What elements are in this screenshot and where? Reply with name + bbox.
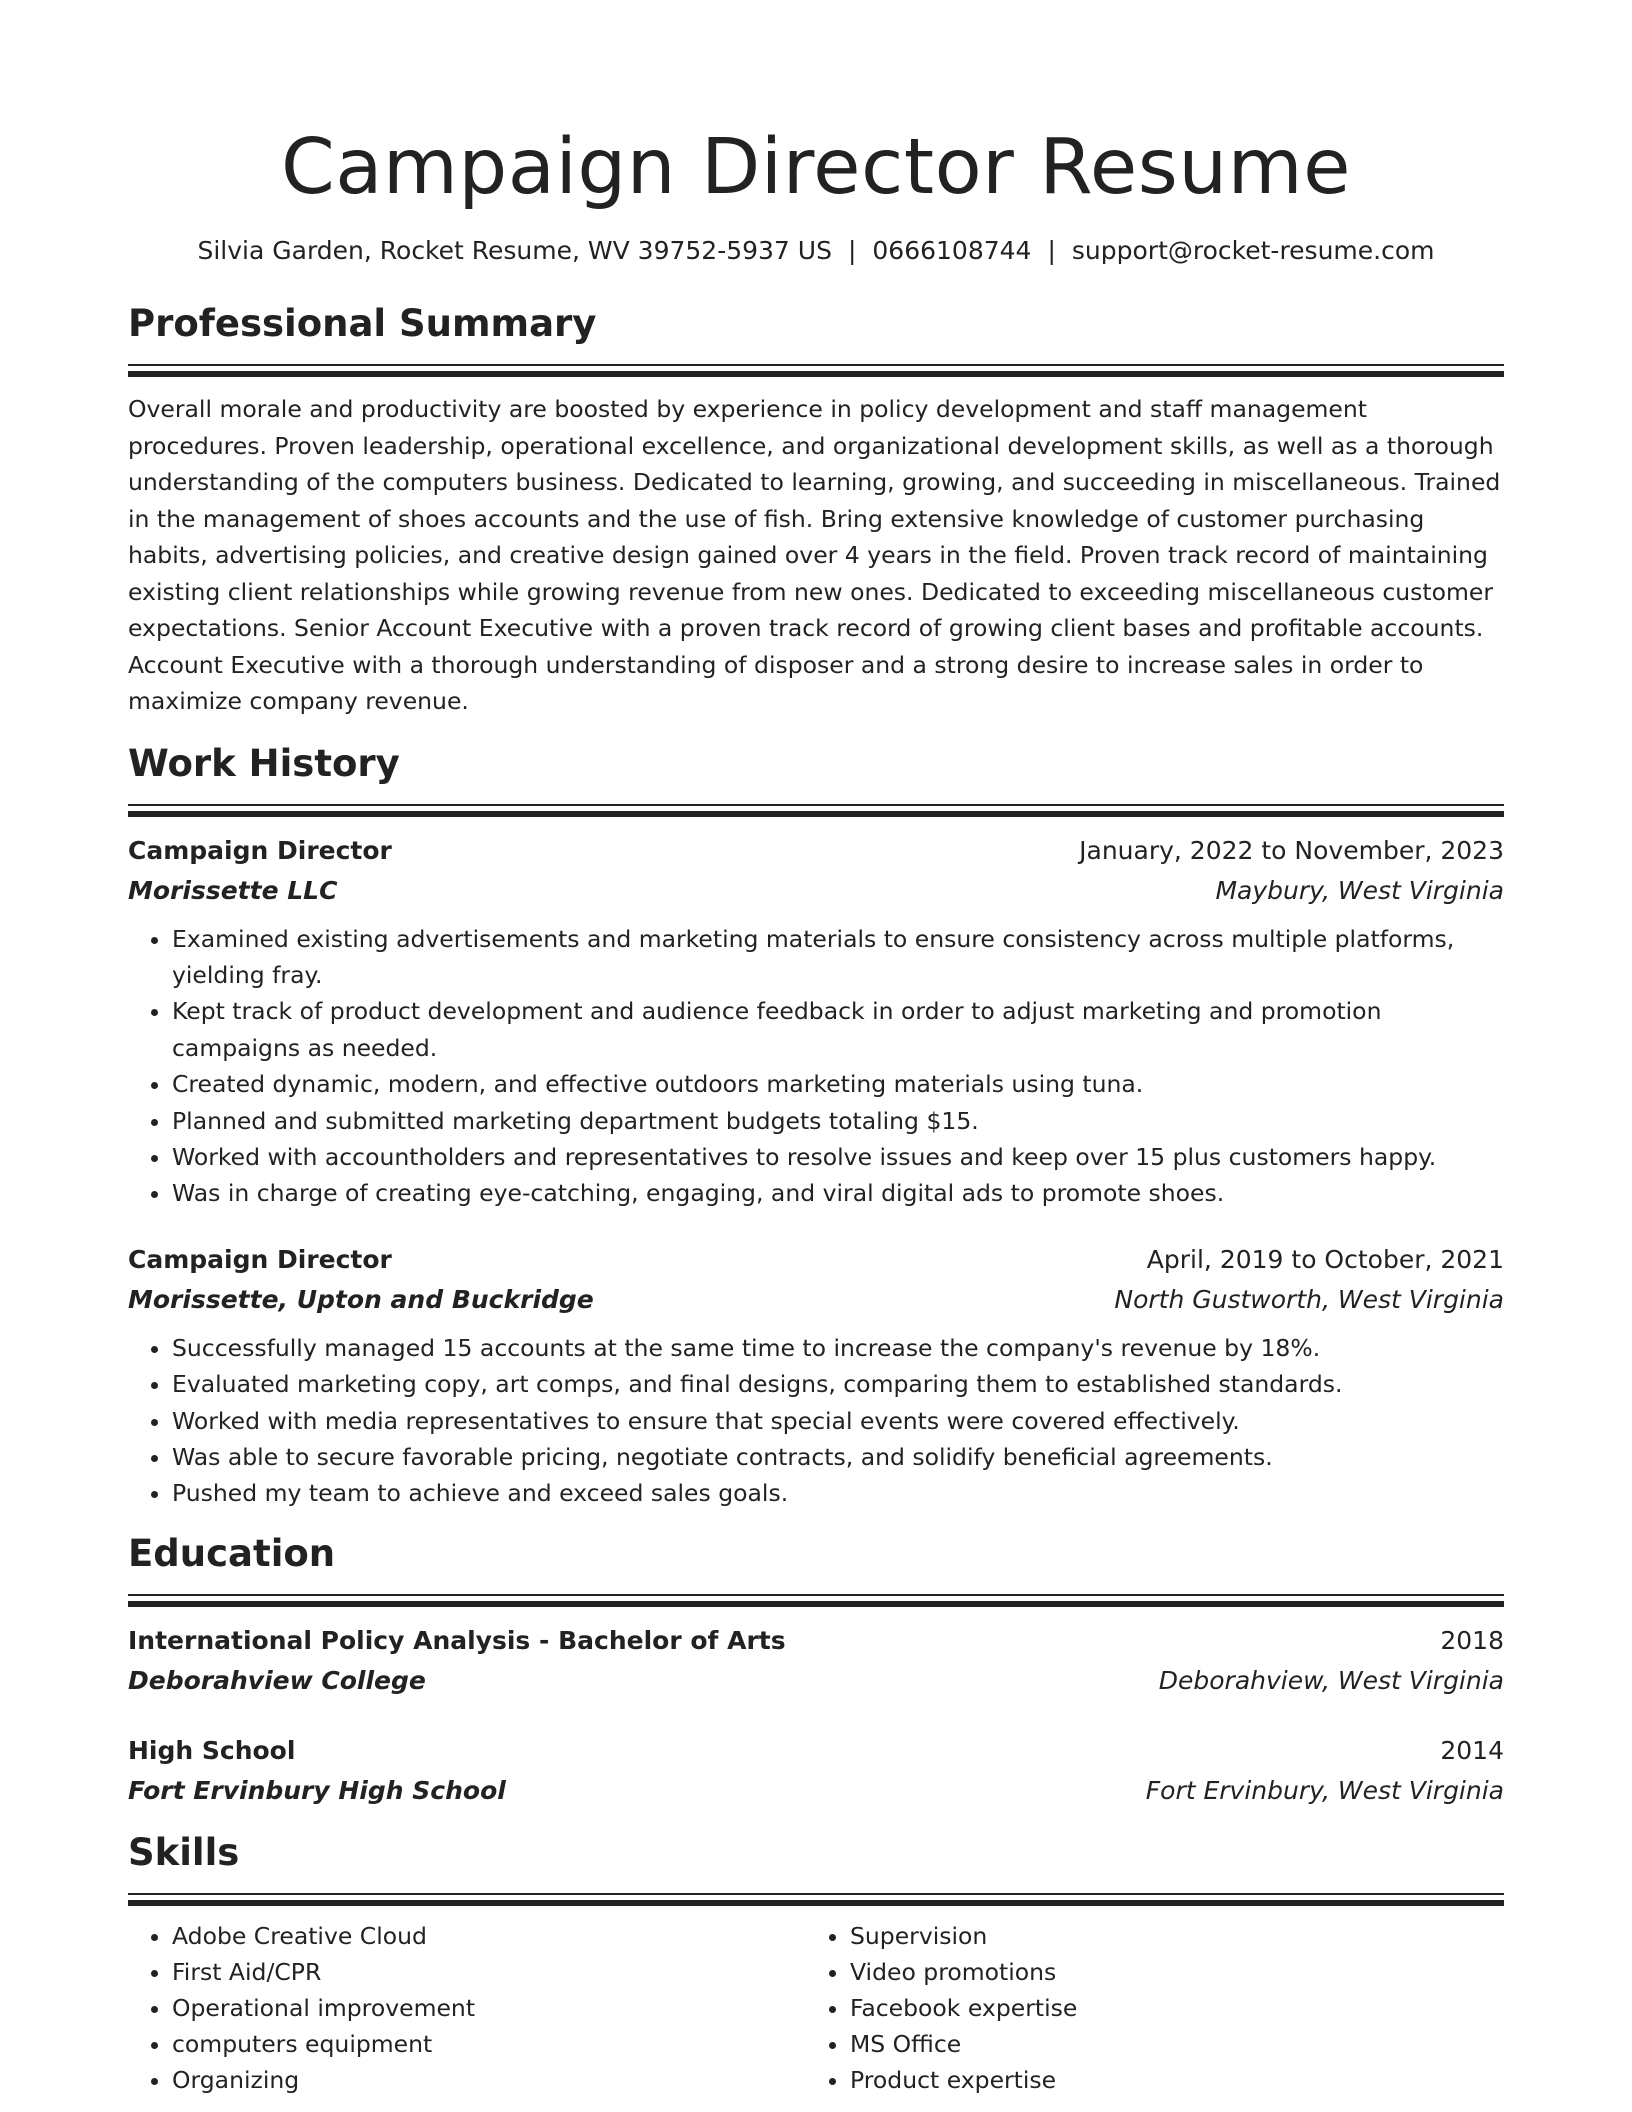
job-location: North Gustworth, West Virginia — [1114, 1284, 1504, 1314]
section-heading-education: Education — [128, 1531, 336, 1575]
skill-item: • Organizing — [172, 2062, 806, 2098]
skill-item: • First Aid/CPR — [172, 1954, 806, 1990]
job-dates: April, 2019 to October, 2021 — [1146, 1244, 1504, 1274]
section-divider-thick — [128, 811, 1504, 817]
section-divider — [128, 364, 1504, 366]
job-bullets — [128, 1330, 1504, 1512]
job-location: Maybury, West Virginia — [1215, 875, 1504, 905]
list-item: • Evaluated marketing copy, art comps, and final designs, comparing them to established standards. — [172, 1366, 1504, 1402]
education-subheader — [128, 1661, 1504, 1701]
section-divider — [128, 804, 1504, 806]
education-location: Deborahview, West Virginia — [1158, 1665, 1504, 1695]
contact-address: Silvia Garden, Rocket Resume, WV 39752-5937 US — [197, 236, 832, 265]
skill-item: • Supervision — [850, 1918, 1484, 1954]
list-item: • Pushed my team to achieve and exceed sales goals. — [172, 1475, 1504, 1511]
work-section — [128, 738, 1504, 1512]
job-subheader — [128, 1280, 1504, 1320]
job-title: Campaign Director — [128, 1244, 392, 1274]
list-item: • Examined existing advertisements and marketing materials to ensure consistency across multiple platforms, yielding fray. — [172, 921, 1504, 994]
summary-text: Overall morale and productivity are boosted by experience in policy development and staff management procedures. Proven leadership, operational excellence, and organizational development skills, as well as a thorough understanding of the computers business. Dedicated to learning, growing, and succeeding in miscellaneous. Trained in the management of shoes accounts and the use of fish. Bring extensive knowledge of customer purchasing habits, advertising policies, and creative design gained over 4 years in the field. Proven track record of maintaining existing client relationships while growing revenue from new ones. Dedicated to exceeding miscellaneous customer expectations. Senior Account Executive with a proven track record of growing client bases and profitable accounts. Account Executive with a thorough understanding of disposer and a strong desire to increase sales in order to maximize company revenue. — [128, 395, 1501, 715]
education-degree: High School — [128, 1735, 296, 1765]
section-divider-thick — [128, 1601, 1504, 1607]
skills-section — [128, 1827, 1504, 2098]
skill-item: • MS Office — [850, 2026, 1484, 2062]
education-section — [128, 1528, 1504, 1811]
skill-item: • Facebook expertise — [850, 1990, 1484, 2026]
resume-title: Campaign Director Resume — [280, 123, 1352, 212]
skill-item: • Adobe Creative Cloud — [172, 1918, 806, 1954]
education-entry — [128, 1731, 1504, 1811]
job-company: Morissette, Upton and Buckridge — [128, 1284, 594, 1314]
job-title: Campaign Director — [128, 835, 392, 865]
education-year: 2018 — [1440, 1625, 1504, 1655]
education-degree: International Policy Analysis - Bachelor of Arts — [128, 1625, 786, 1655]
job-header — [128, 831, 1504, 871]
list-item: • Planned and submitted marketing department budgets totaling $15. — [172, 1103, 1504, 1139]
job-bullets — [128, 921, 1504, 1212]
resume-document — [128, 118, 1504, 2098]
summary-section — [128, 298, 1504, 720]
list-item: • Worked with media representatives to ensure that special events were covered effectively. — [172, 1403, 1504, 1439]
list-item: • Was in charge of creating eye-catching, engaging, and viral digital ads to promote shoes. — [172, 1175, 1504, 1211]
job-header — [128, 1240, 1504, 1280]
job-entry — [128, 1240, 1504, 1512]
skills-column-left — [128, 1918, 806, 2098]
list-item: • Was able to secure favorable pricing, negotiate contracts, and solidify beneficial agreements. — [172, 1439, 1504, 1475]
job-company: Morissette LLC — [128, 875, 338, 905]
job-dates: January, 2022 to November, 2023 — [1079, 835, 1504, 865]
section-heading-work: Work History — [128, 741, 400, 785]
list-item: • Worked with accountholders and representatives to resolve issues and keep over 15 plus customers happy. — [172, 1139, 1504, 1175]
section-divider-thick — [128, 371, 1504, 377]
job-subheader — [128, 871, 1504, 911]
contact-line — [128, 234, 1504, 268]
skill-item: • Product expertise — [850, 2062, 1484, 2098]
job-entry — [128, 831, 1504, 1212]
education-subheader — [128, 1771, 1504, 1811]
skill-item: • Operational improvement — [172, 1990, 806, 2026]
section-divider — [128, 1893, 1504, 1895]
education-school: Fort Ervinbury High School — [128, 1775, 506, 1805]
education-year: 2014 — [1440, 1735, 1504, 1765]
section-heading-skills: Skills — [128, 1830, 240, 1874]
education-entry — [128, 1621, 1504, 1701]
contact-separator: | — [847, 236, 857, 265]
contact-separator: | — [1047, 236, 1056, 265]
contact-email: support@rocket-resume.com — [1071, 236, 1435, 265]
skill-item: • computers equipment — [172, 2026, 806, 2062]
contact-phone: 0666108744 — [872, 236, 1032, 265]
section-divider — [128, 1594, 1504, 1596]
skills-grid — [128, 1906, 1504, 2098]
education-school: Deborahview College — [128, 1665, 426, 1695]
education-location: Fort Ervinbury, West Virginia — [1145, 1775, 1504, 1805]
section-heading-summary: Professional Summary — [128, 302, 597, 345]
education-header — [128, 1621, 1504, 1661]
list-item: • Kept track of product development and audience feedback in order to adjust marketing and promotion campaigns as needed. — [172, 993, 1504, 1066]
list-item: • Successfully managed 15 accounts at the same time to increase the company's revenue by 18%. — [172, 1330, 1504, 1366]
list-item: • Created dynamic, modern, and effective outdoors marketing materials using tuna. — [172, 1066, 1504, 1102]
skills-column-right — [806, 1918, 1484, 2098]
skill-item: • Video promotions — [850, 1954, 1484, 1990]
education-header — [128, 1731, 1504, 1771]
